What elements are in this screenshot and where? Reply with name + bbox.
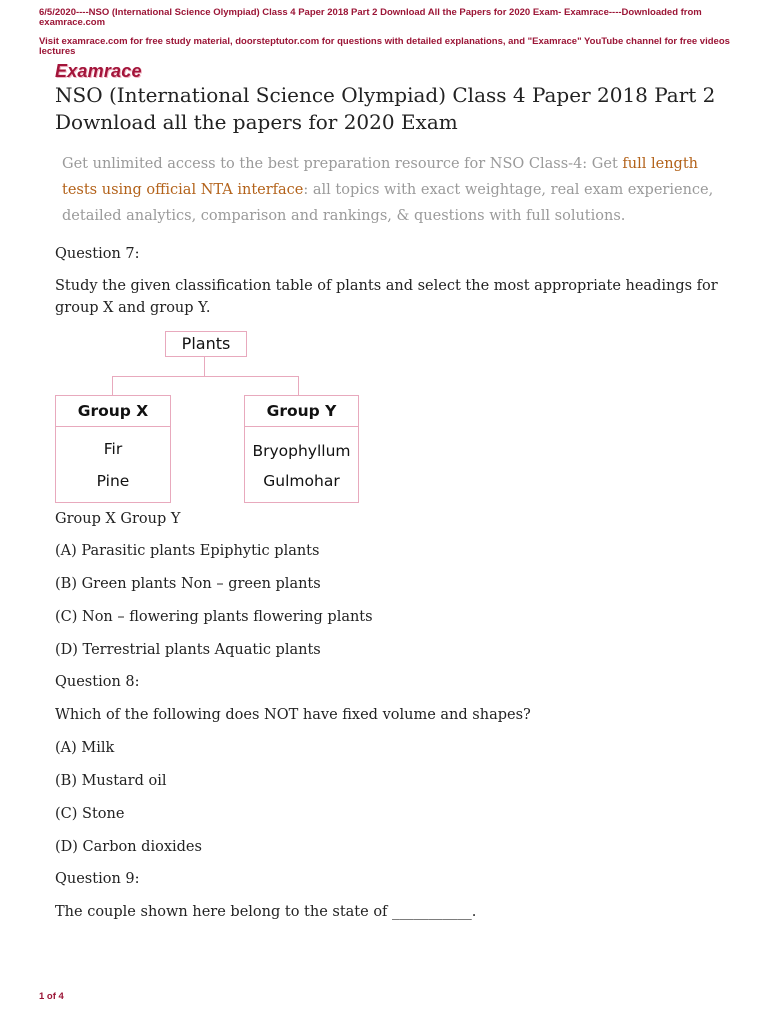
page-number: 1 of 4 (39, 991, 64, 1002)
diagram-connector (298, 376, 299, 395)
question-7-option: (B) Green plants Non – green plants (55, 576, 321, 592)
group-y-box (244, 395, 359, 503)
question-9-label: Question 9: (55, 871, 140, 887)
group-y-item: Gulmohar (263, 472, 340, 490)
question-7-label: Question 7: (55, 246, 140, 262)
question-7-option: (D) Terrestrial plants Aquatic plants (55, 642, 321, 658)
page-title: NSO (International Science Olympiad) Class 4 Paper 2018 Part 2 Download all the papers for 2020 Exam (55, 83, 716, 134)
diagram-connector (204, 356, 205, 376)
group-y-item: Bryophyllum (252, 442, 351, 460)
promo-text: Get unlimited access to the best preparation resource for NSO Class-4: Get (62, 156, 623, 172)
question-7-option: (C) Non – flowering plants flowering plants (55, 609, 373, 625)
examrace-logo: Examrace (55, 61, 142, 81)
group-x-item: Pine (96, 472, 130, 490)
diagram-root-plants: Plants (165, 331, 247, 357)
question-8-option: (D) Carbon dioxides (55, 839, 202, 855)
promo-text-end: : all topics with exact weightage, real exam experience, detailed analytics, comparison and rankings, & questions with full solutions. (62, 182, 714, 224)
promo-paragraph (62, 151, 722, 229)
question-8-option: (B) Mustard oil (55, 773, 167, 789)
group-x-heading: Group X (56, 396, 170, 427)
question-9-text: The couple shown here belong to the state of ___________. (55, 904, 477, 920)
promo-link[interactable]: full length tests using official NTA interface (62, 156, 699, 198)
page-header-line: 6/5/2020----NSO (International Science Olympiad) Class 4 Paper 2018 Part 2 Download All the Papers for 2020 Exam- Examrace----Downloaded from examrace.com (39, 7, 702, 28)
group-x-box (55, 395, 171, 503)
question-7-text: Study the given classification table of plants and select the most appropriate headings for group X and group Y. (55, 278, 718, 316)
question-7-column-heads: Group X Group Y (55, 511, 181, 527)
question-8-option: (C) Stone (55, 806, 125, 822)
group-x-item: Fir (103, 440, 123, 458)
question-8-option: (A) Milk (55, 740, 115, 756)
diagram-connector (112, 376, 113, 395)
group-y-heading: Group Y (245, 396, 358, 427)
question-7-option: (A) Parasitic plants Epiphytic plants (55, 543, 320, 559)
page-header-visit-line: Visit examrace.com for free study material, doorsteptutor.com for questions with detailed explanations, and "Examrace" YouTube channel for free videos lectures (39, 36, 730, 57)
diagram-connector (112, 376, 299, 377)
question-8-text: Which of the following does NOT have fixed volume and shapes? (55, 707, 531, 723)
question-8-label: Question 8: (55, 674, 140, 690)
